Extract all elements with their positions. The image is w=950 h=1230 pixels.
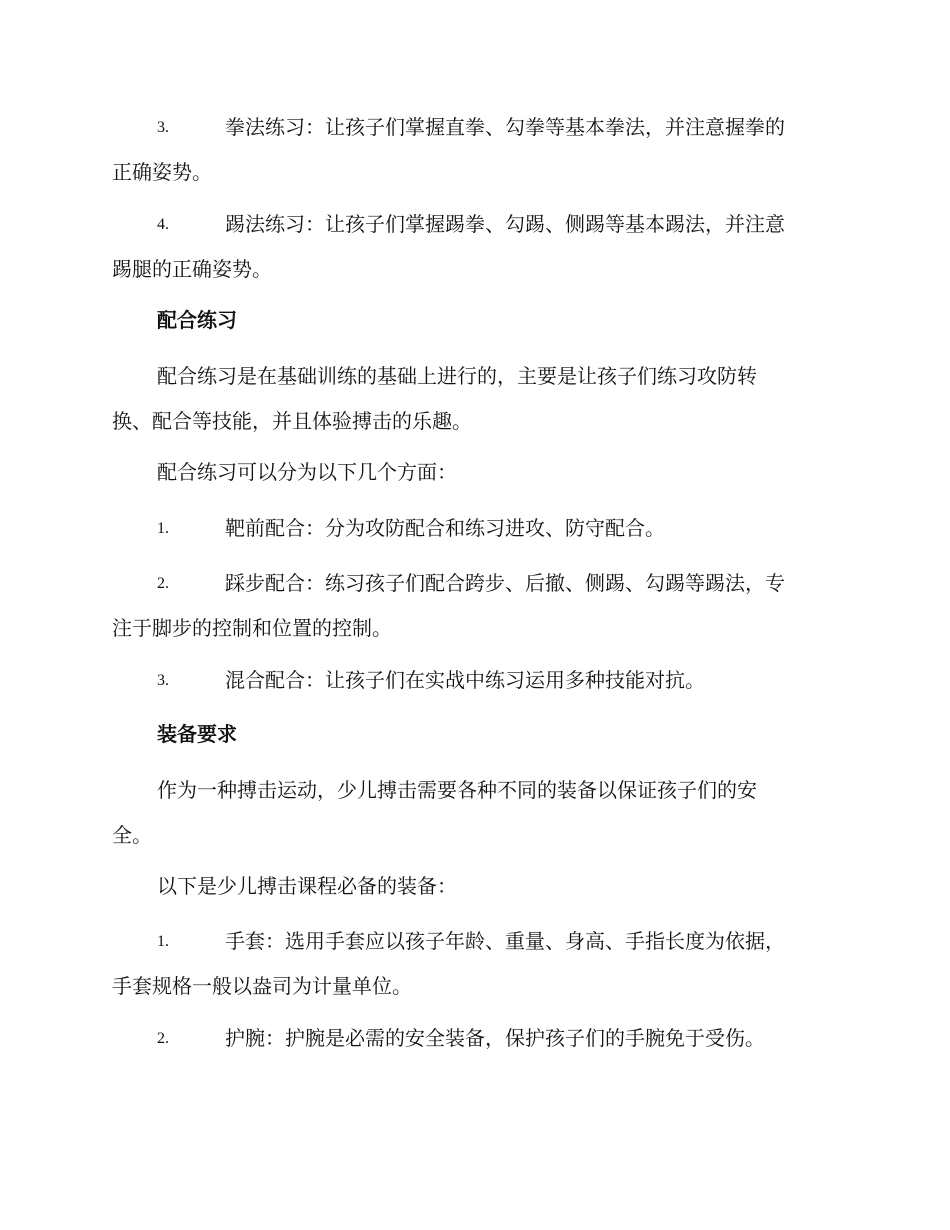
list-item-text-continued: 正确姿势。 [112, 160, 212, 184]
list-item-text: 踩步配合：练习孩子们配合跨步、后撤、侧踢、勾踢等踢法，专 [225, 571, 785, 595]
list-item [112, 1016, 836, 1061]
list-item-text: 踢法练习：让孩子们掌握踢拳、勾踢、侧踢等基本踢法，并注意 [225, 212, 785, 236]
list-number: 1. [157, 933, 169, 950]
list-item-text-continued: 注于脚步的控制和位置的控制。 [112, 616, 392, 640]
paragraph-line: 配合练习是在基础训练的基础上进行的，主要是让孩子们练习攻防转 [157, 364, 757, 388]
list-item-text-continued: 踢腿的正确姿势。 [112, 257, 272, 281]
list-item [112, 919, 836, 1009]
list-item-text: 护腕：护腕是必需的安全装备，保护孩子们的手腕免于受伤。 [225, 1026, 765, 1050]
list-number: 2. [157, 1030, 169, 1047]
paragraph-line: 配合练习可以分为以下几个方面： [157, 460, 457, 484]
list-number: 4. [157, 216, 169, 233]
list-item-text: 混合配合：让孩子们在实战中练习运用多种技能对抗。 [225, 668, 705, 692]
paragraph-line: 作为一种搏击运动，少儿搏击需要各种不同的装备以保证孩子们的安 [157, 778, 757, 802]
list-item-text-continued: 手套规格一般以盎司为计量单位。 [112, 974, 412, 998]
list-number: 3. [157, 119, 169, 136]
paragraph-line: 换、配合等技能，并且体验搏击的乐趣。 [112, 409, 472, 433]
paragraph-line: 以下是少儿搏击课程必备的装备： [157, 874, 457, 898]
section-heading: 配合练习 [157, 308, 237, 332]
list-item [112, 105, 836, 195]
list-item [112, 202, 836, 292]
list-number: 3. [157, 672, 169, 689]
paragraph [112, 768, 836, 858]
section-heading: 装备要求 [157, 722, 237, 746]
paragraph-line: 全。 [112, 823, 152, 847]
paragraph [112, 450, 836, 495]
list-item-text: 拳法练习：让孩子们掌握直拳、勾拳等基本拳法，并注意握拳的 [225, 115, 785, 139]
list-number: 2. [157, 575, 169, 592]
paragraph [112, 354, 836, 444]
list-item [112, 506, 836, 551]
list-item-text: 手套：选用手套应以孩子年龄、重量、身高、手指长度为依据， [225, 929, 785, 953]
list-item [112, 658, 836, 703]
list-number: 1. [157, 520, 169, 537]
list-item [112, 561, 836, 651]
list-item-text: 靶前配合：分为攻防配合和练习进攻、防守配合。 [225, 516, 665, 540]
paragraph [112, 864, 836, 909]
